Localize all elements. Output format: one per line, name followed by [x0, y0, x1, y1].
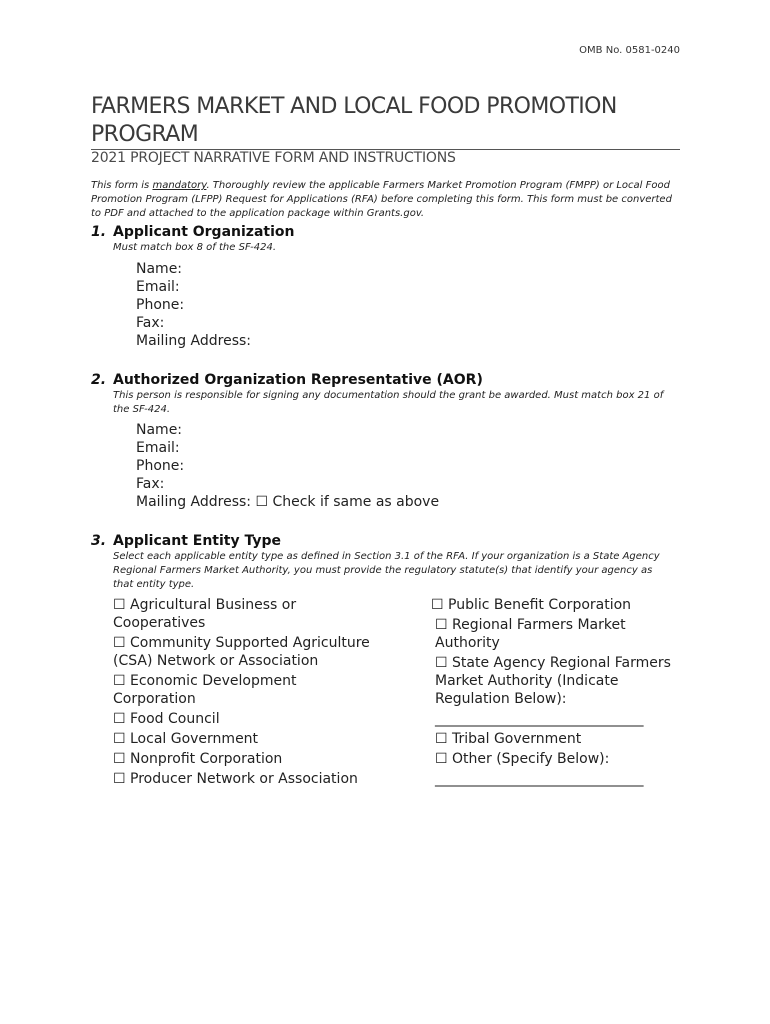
entity-option-regional[interactable]: ☐ Regional Farmers Market Authority: [435, 617, 626, 651]
aor-field-fax[interactable]: Fax:: [136, 476, 165, 492]
entity-list-left: [113, 596, 373, 790]
form-subtitle: 2021 PROJECT NARRATIVE FORM AND INSTRUCTIONS: [91, 150, 456, 166]
aor-field-phone[interactable]: Phone:: [136, 458, 185, 474]
entity-option-tribal[interactable]: ☐ Tribal Government: [435, 731, 582, 747]
form-title: FARMERS MARKET AND LOCAL FOOD PROMOTION PROGRAM: [91, 93, 680, 150]
entity-option-other[interactable]: ☐ Other (Specify Below):: [435, 751, 610, 767]
section-1-title: Applicant Organization: [113, 224, 295, 240]
entity-option[interactable]: ☐ Nonprofit Corporation: [113, 751, 283, 767]
entity-option[interactable]: ☐ Producer Network or Association: [113, 771, 358, 787]
section-2-fields: [136, 421, 439, 511]
omb-number: OMB No. 0581-0240: [579, 45, 680, 56]
section-1-number: 1.: [91, 224, 107, 240]
section-3-title: Applicant Entity Type: [113, 533, 281, 549]
section-3-heading: [91, 533, 281, 549]
entity-option[interactable]: ☐ Local Government: [113, 731, 259, 747]
other-specify-input-line[interactable]: ________________________________: [435, 771, 643, 787]
section-2-heading: [91, 372, 483, 388]
regulation-input-line[interactable]: ________________________________: [435, 711, 643, 727]
field-phone[interactable]: Phone:: [136, 297, 185, 313]
section-1-heading: [91, 224, 294, 240]
section-2-number: 2.: [91, 372, 107, 388]
section-2-title: Authorized Organization Representative (AOR): [113, 372, 483, 388]
entity-option-public-benefit[interactable]: ☐ Public Benefit Corporation: [431, 597, 632, 613]
field-fax[interactable]: Fax:: [136, 315, 165, 331]
entity-option[interactable]: ☐ Community Supported Agriculture (CSA) Network or Association: [113, 635, 370, 669]
intro-paragraph: [91, 179, 680, 221]
section-1-note: Must match box 8 of the SF-424.: [113, 242, 277, 253]
field-email[interactable]: Email:: [136, 279, 180, 295]
section-1-fields: [136, 260, 251, 350]
field-mailing-address[interactable]: Mailing Address:: [136, 333, 252, 349]
field-name[interactable]: Name:: [136, 261, 183, 277]
section-3-number: 3.: [91, 533, 107, 549]
entity-option-state-agency[interactable]: ☐ State Agency Regional Farmers Market Authority (Indicate Regulation Below):: [435, 655, 671, 707]
intro-prefix: This form is: [91, 180, 153, 191]
aor-field-name[interactable]: Name:: [136, 422, 183, 438]
section-3-note: Select each applicable entity type as defined in Section 3.1 of the RFA. If your organization is a State Agency Regional Farmers Market Authority, you must provide the regulatory statute(s) that identify your agency as that entity type.: [113, 551, 660, 590]
aor-field-mailing-same-checkbox[interactable]: Mailing Address: ☐ Check if same as above: [136, 494, 440, 510]
entity-option[interactable]: ☐ Food Council: [113, 711, 220, 727]
entity-option[interactable]: ☐ Agricultural Business or Cooperatives: [113, 597, 297, 631]
entity-option[interactable]: ☐ Economic Development Corporation: [113, 673, 297, 707]
intro-mandatory: mandatory: [152, 180, 207, 191]
intro-rest: . Thoroughly review the applicable Farmers Market Promotion Program (FMPP) or Local Food Promotion Program (LFPP) Request for Applications (RFA) before completing this form. This form must be converted to PDF and attached to the application package within Grants.gov.: [91, 180, 672, 219]
section-2-note: This person is responsible for signing any documentation should the grant be awarded. Must match box 21 of the SF-424.: [113, 390, 664, 415]
entity-list-right: [431, 596, 676, 790]
aor-field-email[interactable]: Email:: [136, 440, 180, 456]
